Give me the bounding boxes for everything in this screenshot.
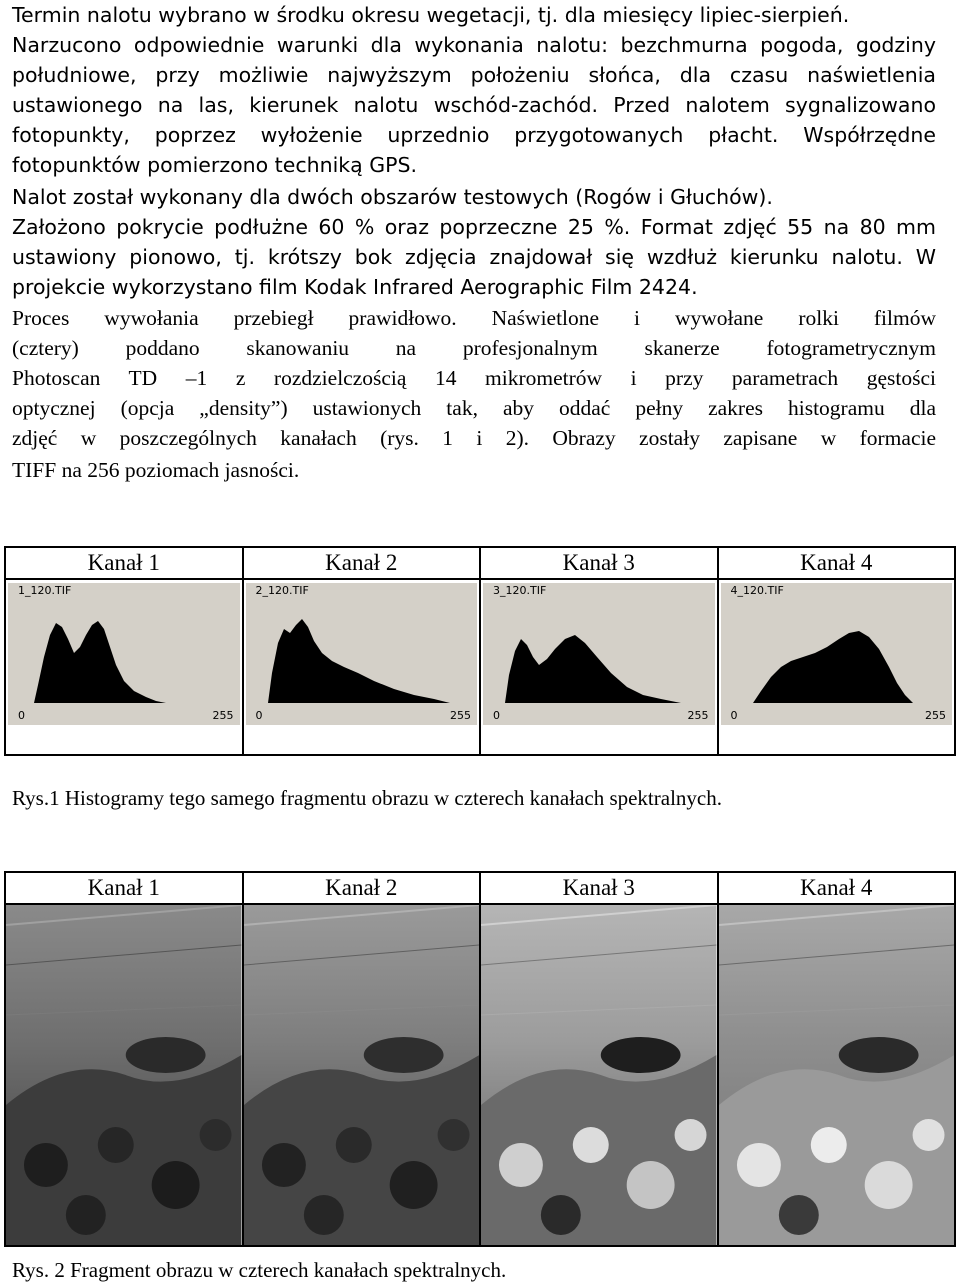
- histogram-chart-3: [491, 595, 701, 705]
- fig1-header-1: Kanał 1: [5, 547, 243, 579]
- axis-max-2: 255: [450, 709, 471, 722]
- text-line-13: Photoscan TD –1 z rozdzielczością 14 mikrometrów i przy parametrach gęstości: [12, 366, 936, 390]
- fig1-header-4: Kanał 4: [718, 547, 956, 579]
- axis-min-4: 0: [730, 709, 738, 722]
- histogram-chart-2: [254, 595, 464, 705]
- text-line-8: Założono pokrycie podłużne 60 % oraz poprzeczne 25 %. Format zdjęć 55 na 80 mm: [12, 215, 936, 239]
- text-line-9: ustawiony pionowo, tj. krótszy bok zdjęcia znajdował się wzdłuż kierunku nalotu. W: [12, 245, 936, 269]
- fig1-header-3: Kanał 3: [480, 547, 718, 579]
- axis-min-2: 0: [255, 709, 263, 722]
- histogram-filename-3: 3_120.TIF: [493, 584, 547, 597]
- axis-max-1: 255: [212, 709, 234, 722]
- fig2-header-3: Kanał 3: [480, 872, 718, 904]
- histogram-panel-1: [8, 583, 240, 725]
- axis-min-3: 0: [493, 709, 500, 722]
- histogram-cell-3: [480, 579, 718, 755]
- axis-max-3: 255: [687, 709, 709, 722]
- image-cell-3: [480, 904, 718, 1246]
- text-line-15: zdjęć w poszczególnych kanałach (rys. 1 i 2). Obrazy zostały zapisane w formacie: [12, 426, 936, 450]
- histogram-filename-2: 2_120.TIF: [255, 584, 309, 597]
- text-line-4: ustawionego na las, kierunek nalotu wschód-zachód. Przed nalotem sygnalizowano: [12, 93, 936, 117]
- aerial-image-1: [6, 905, 242, 1245]
- aerial-image-4: [719, 905, 955, 1245]
- figure-2-caption: Rys. 2 Fragment obrazu w czterech kanałach spektralnych.: [12, 1258, 507, 1282]
- text-line-16: TIFF na 256 poziomach jasności.: [12, 458, 300, 482]
- text-line-1: Termin nalotu wybrano w środku okresu wegetacji, tj. dla miesięcy lipiec-sierpień.: [12, 3, 850, 27]
- histogram-table: [4, 546, 956, 756]
- histogram-cell-1: [5, 579, 243, 755]
- aerial-image-3: [481, 905, 717, 1245]
- image-cell-4: [718, 904, 956, 1246]
- fig2-header-4: Kanał 4: [718, 872, 956, 904]
- axis-min-1: 0: [18, 709, 25, 722]
- histogram-chart-1: [16, 595, 226, 705]
- text-line-12: (cztery) poddano skanowaniu na profesjonalnym skanerze fotogrametrycznym: [12, 336, 936, 360]
- histogram-panel-3: [483, 583, 715, 725]
- aerial-image-2: [244, 905, 480, 1245]
- fig1-header-2: Kanał 2: [243, 547, 481, 579]
- text-line-2: Narzucono odpowiednie warunki dla wykonania nalotu: bezchmurna pogoda, godziny: [12, 33, 936, 57]
- fig2-header-1: Kanał 1: [5, 872, 243, 904]
- histogram-panel-4: [721, 583, 953, 725]
- text-line-3: południowe, przy możliwie najwyższym położeniu słońca, dla czasu naświetlenia: [12, 63, 936, 87]
- histogram-filename-4: 4_120.TIF: [730, 584, 784, 597]
- text-line-6: fotopunktów pomierzono techniką GPS.: [12, 153, 418, 177]
- image-fragment-table: [4, 871, 956, 1247]
- text-line-11: Proces wywołania przebiegł prawidłowo. Naświetlone i wywołane rolki filmów: [12, 306, 936, 330]
- figure-1-caption: Rys.1 Histogramy tego samego fragmentu obrazu w czterech kanałach spektralnych.: [12, 786, 722, 810]
- histogram-chart-4: [729, 595, 939, 705]
- text-line-10: projekcie wykorzystano film Kodak Infrared Aerographic Film 2424.: [12, 275, 698, 299]
- image-cell-2: [243, 904, 481, 1246]
- fig2-header-2: Kanał 2: [243, 872, 481, 904]
- axis-max-4: 255: [925, 709, 946, 722]
- image-cell-1: [5, 904, 243, 1246]
- text-line-7: Nalot został wykonany dla dwóch obszarów testowych (Rogów i Głuchów).: [12, 185, 773, 209]
- histogram-cell-4: [718, 579, 956, 755]
- histogram-cell-2: [243, 579, 481, 755]
- histogram-panel-2: [246, 583, 478, 725]
- text-line-5: fotopunkty, poprzez wyłożenie uprzednio przygotowanych płacht. Współrzędne: [12, 123, 936, 147]
- text-line-14: optycznej (opcja „density”) ustawionych tak, aby oddać pełny zakres histogramu dla: [12, 396, 936, 420]
- histogram-filename-1: 1_120.TIF: [18, 584, 72, 597]
